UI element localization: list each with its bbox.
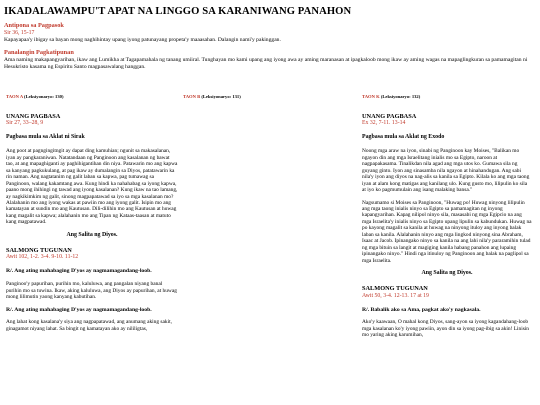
reading-title: Pagbasa mula sa Aklat ni Sirak: [6, 134, 85, 141]
column-header: [183, 94, 333, 99]
psalm-response: R/. Ang ating mahabaging D'yos ay nagmamagandang-loob.: [6, 268, 152, 275]
reading-text: Nagsumamo si Moises sa Panginoon, "Huwag po! Huwag ninyong lilipulin ang mga taong inialis ninyo sa Egipto sa pamamagitan ng inyong kapangyarihan. Kapag nilipol ninyo sila, masasabi ng mga Egipcio na ang mga Israelita'y inialis ninyo sa Egipto upang lipulin sa kabundukan. Huwag na po kayong magalit sa kanila at huwag na ninyong ituloy ang inyong balak laban sa kanila. Alalahanin ninyo ang mga lingkod ninyong sina Abraham, Isaac at Jacob. Ipinangako ninyo sa kanila na ang lahi nila'y pararamihin tulad ng mga bituin sa langit at magiging kanila habang panahon ang lupaing ipinangako ninyo." Hindi nga itinuloy ng Panginoon ang balak na paglipol sa mga Israelita.: [362, 199, 532, 264]
column-label: TAON A: [6, 94, 23, 99]
panalangin-text: Ama naming makapangyarihan, ikaw ang Lumikha at Tagapamahala ng tanang umiiral. Tunghayan mo kami upang ang iyong awa ay aming maranasan at ipagkaloob mong ikaw ay aming wagas na mapaglingkuran sa pamamagitan ni Hesukristo kasama ng Espiritu Santo magpasawalang hanggan.: [4, 56, 528, 70]
reading-heading: UNANG PAGBASA: [362, 113, 417, 120]
psalm-ref: Awit 50, 3-4. 12-13. 17 at 19: [362, 292, 429, 299]
psalm-heading: SALMONG TUGUNAN: [362, 285, 428, 293]
psalm-response: R/. Ang ating mahabaging D'yos ay nagmamagandang-loob.: [6, 306, 152, 313]
panalangin-heading: Panalangin Pagkatipunan: [4, 48, 74, 56]
column-taon-k: [362, 94, 532, 345]
column-taon-b: [183, 94, 333, 113]
column-header: [6, 94, 178, 99]
psalm-ref: Awit 102, 1-2. 3-4. 9-10. 11-12: [6, 254, 79, 261]
reading-ref: Sir 27, 33–28, 9: [6, 120, 44, 127]
column-sub: (Leksiyonaryo: 131): [201, 94, 241, 99]
reading-text: Noong mga araw na iyon, sinabi ng Panginoon kay Moises, "Balikan mo ngayon din ang mga Israelitang inialis mo sa Egipto, naroon at nagpapakasama. Tinalikdan nila agad ang mga utos ko. Gumawa sila ng guyang ginto. Iyon ang sinasamba nila ngayon at hinahandugan. Ang sabi nila'y iyon ang diyos na nag-alis sa kanila sa Egipto. Kilala ko ang mga taong iyan at alam kong matigas ang kanilang ulo. Kung gusto mo, lilipulin ko sila at iyo ko pagmumulain ang isang malaking bansa.": [362, 148, 530, 194]
psalm-stanza: Panginoo'y papurihan, purihin mo, kaluluwa, ang pangalan niyang banal purihin mo sa tuwina. Ikaw, aking kaluluwa, ang Diyos ay papurihan, at huwag mong lilimutin yaong kanyang kabutihan.: [6, 281, 177, 301]
reading-ref: Ex 32, 7-11. 13-14: [362, 120, 406, 127]
page-title: IKADALAWAMPU'T APAT NA LINGGO SA KARANIWANG PANAHON: [4, 6, 352, 17]
panalangin-section: [4, 49, 536, 71]
antipona-section: [4, 22, 536, 44]
column-label: TAON K: [362, 94, 380, 99]
reading-text: Ang poot at pagngingitngit ay dapat ding kamuhian; ngunit sa makasalanan, iyan ay pangkaraniwan. Natatandaan ng Panginoon ang kasalanan ng bawat tao, at ang mapaghiganti ay paghihigantihan din niya. Patawarin mo ang kapwa sa kanyang pagkukulang, at pag ikaw ay dumalangin sa Diyos, patatawarin ka rin naman. Ang nagtatanim ng galit laban sa kapwa, pag tumawag sa Panginoon, walang kakamtang awa. Kung hindi ka nahahabag sa iyong kapwa, paano mong ihihingi ng tawad ang iyong kasalanan? Kung ikaw na tao lamang, ay nagkikimkim ng galit, sinong magpapatawad sa iyo sa mga kasalanan mo? Alalahanin mo ang iyong wakas at pawiin mo ang iyong galit. Isipin mo ang kamatayan at sundin mo ang Kautusan. Dili-dilihin mo ang Kautusan at huwag kang magalit sa kapwa; alalahanin mo ang Tipan ng Kataas-taasan at matuto kang magpatawad.: [6, 148, 178, 226]
column-taon-a: [6, 94, 178, 338]
reading-title: Pagbasa mula sa Aklat ng Exodo: [362, 134, 445, 141]
antipona-text: Kapayapaa'y ibigay sa bayan mong naghihintay upang iyong patunayang propeta'y maaasahan. Dalangin nami'y pakinggan.: [4, 37, 281, 43]
column-header: [362, 94, 532, 99]
antipona-heading: Antipona sa Pagpasok: [4, 22, 64, 29]
antipona-ref: Sir 36, 15-17: [4, 30, 35, 36]
psalm-response: R/. Babalik ako sa Ama, pagkat ako'y nagkasala.: [362, 306, 481, 313]
column-sub: (Leksiyonaryo: 132): [380, 94, 421, 99]
psalm-stanza: Ang lahat kong kasalana'y siya ang nagpapatawad, ang anumang aking sakit, ginagamot niyang lahat. Sa bingit ng kamatayan ako ay nililigtas,: [6, 319, 172, 332]
column-label: TAON B: [183, 94, 201, 99]
document-page: [4, 6, 536, 75]
psalm-heading: SALMONG TUGUNAN: [6, 246, 72, 254]
column-sub: (Leksiyonaryo: 130): [24, 94, 64, 99]
reading-heading: UNANG PAGBASA: [6, 113, 61, 120]
psalm-stanza: Ako'y kaawaan, O mahal kong Diyos, sang-ayon sa iyong kagandahang-loob mga kasalanan ko'y iyong pawiin, ayon din sa iyong pag-ibig sa akin! Linisin mo yaring aking karumihan,: [362, 319, 530, 339]
word-of-god: Ang Salita ng Diyos.: [66, 231, 118, 238]
word-of-god: Ang Salita ng Diyos.: [421, 270, 473, 277]
